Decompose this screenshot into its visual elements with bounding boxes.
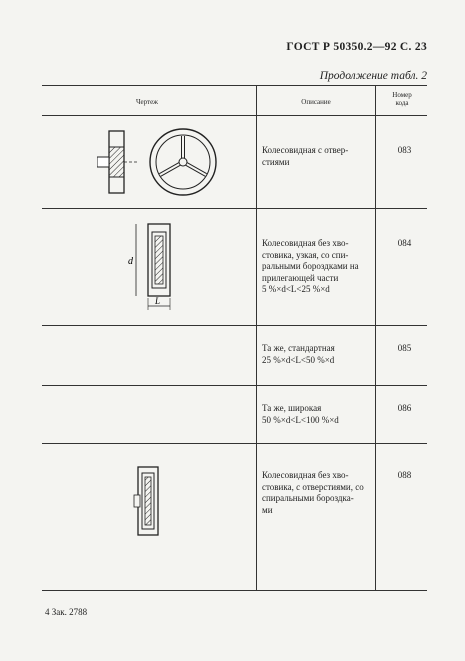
dim-d-label: d <box>128 256 133 267</box>
page-header: ГОСТ Р 50350.2—92 С. 23 <box>286 41 427 53</box>
description-line: стовика, с отверстиями, со <box>262 481 364 492</box>
column-header-drawing: Чертеж <box>135 98 159 106</box>
column-header-code <box>377 91 427 107</box>
description-line: спиральными бороздка- <box>262 493 354 503</box>
table-continuation: Продолжение табл. 2 <box>319 70 427 82</box>
description-line: Колесовидная с отвер- <box>262 145 349 155</box>
row-084-description <box>262 238 380 296</box>
row-085-code: 085 <box>397 343 412 353</box>
description-line: 50 %×d<L<100 %×d <box>262 414 339 425</box>
row-088-description <box>262 470 380 516</box>
row-085-description <box>262 343 380 366</box>
description-line: Та же, широкая <box>262 403 322 413</box>
description-line: ральными бороздками на <box>262 261 359 271</box>
row-083-description <box>262 145 380 168</box>
dim-L-label: L <box>155 296 161 306</box>
page-footer: 4 Зак. 2788 <box>45 607 88 617</box>
row-086-description <box>262 403 380 426</box>
drawing-narrow-wheel <box>122 218 197 318</box>
description-line: прилегающей части <box>262 272 339 283</box>
description-line: 5 %×d<L<25 %×d <box>262 284 330 294</box>
row-084-code: 084 <box>397 238 412 248</box>
drawing-wheel-with-holes-side <box>130 461 170 541</box>
column-header-code-line2: кода <box>395 99 409 107</box>
row-083-code: 083 <box>397 145 412 155</box>
description-line: Колесовидная без хво- <box>262 470 349 480</box>
description-line: Та же, стандартная <box>262 343 335 353</box>
description-line: стиями <box>262 156 290 167</box>
description-line: ми <box>262 504 273 515</box>
description-line: Колесовидная без хво- <box>262 238 349 248</box>
column-header-code-line1: Номер <box>392 91 412 99</box>
row-086-code: 086 <box>397 403 412 413</box>
description-line: стовика, узкая, со спи- <box>262 249 349 260</box>
drawing-wheel-with-holes <box>97 125 222 200</box>
row-088-code: 088 <box>397 470 412 480</box>
bur-table <box>42 85 427 590</box>
column-header-description: Описание <box>301 98 331 106</box>
description-line: 25 %×d<L<50 %×d <box>262 354 335 365</box>
